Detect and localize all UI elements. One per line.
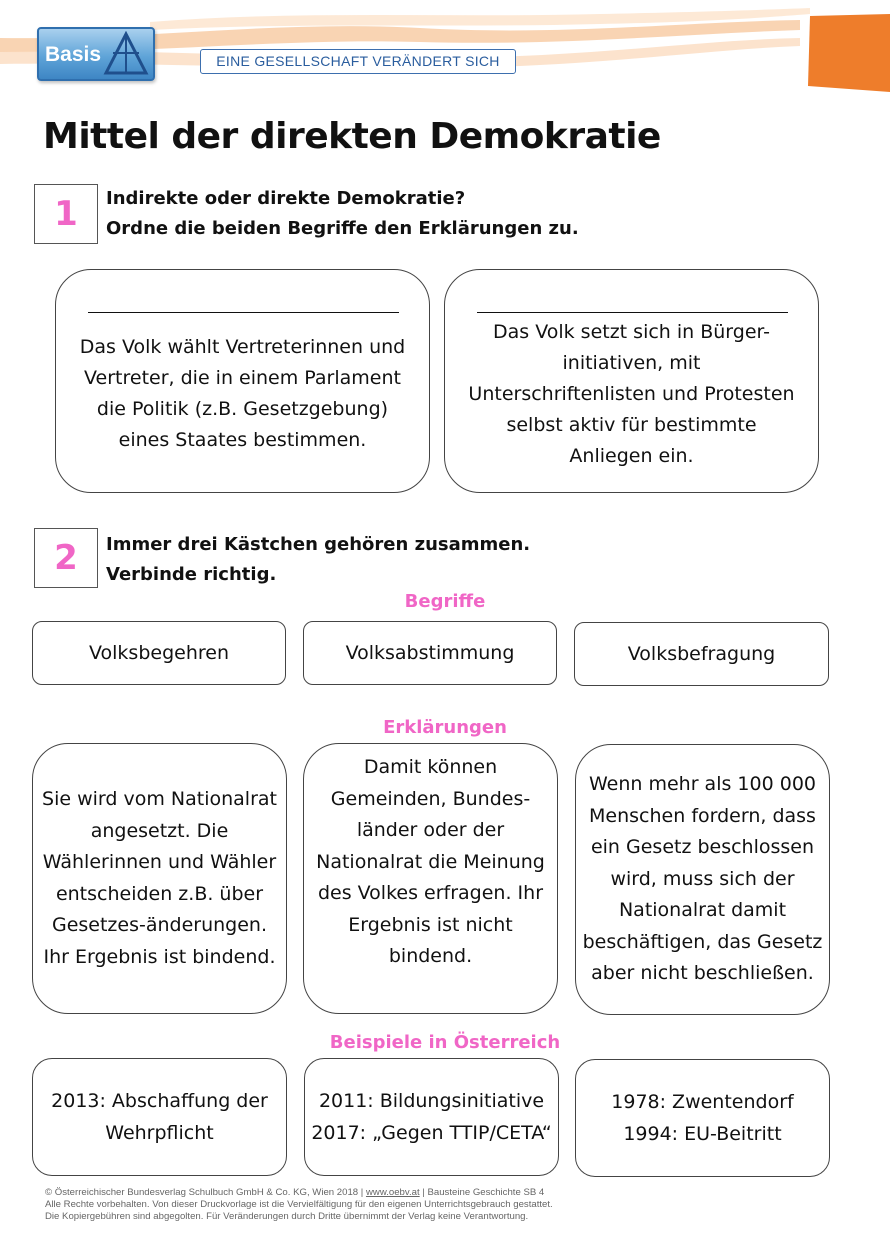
task-number-1: 1 [34,184,98,244]
page-title: Mittel der direkten Demokratie [43,116,661,157]
explanation-text: Wenn mehr als 100 000 Menschen fordern, dass ein Gesetz beschlossen wird, muss sich der Nationalrat damit beschäftigen, das Gesetz aber nicht beschließen. [582,773,823,985]
explanation-text: Sie wird vom Nationalrat angesetzt. Die Wählerinnen und Wähler entscheiden z.B. über Gesetzes-änderungen. Ihr Ergebnis ist bindend. [42,788,277,968]
explanations-label: Erklärungen [383,717,507,738]
publisher-link[interactable]: www.oebv.at [365,1187,420,1198]
example-text [311,1085,551,1149]
triangle-logo-icon [103,31,149,77]
terms-label: Begriffe [404,591,486,612]
example-line: Wehrpflicht [105,1122,214,1144]
example-line: 2017: „Gegen TTIP/CETA“ [311,1122,552,1144]
task1-card-indirect [55,269,430,493]
footer-line-2: Alle Rechte vorbehalten. Von dieser Druckvorlage ist die Vervielfältigung für den eigenen Unterrichtsgebrauch gestattet. [45,1199,553,1210]
term-text: Volksabstimmung [345,642,515,664]
example-line: 1978: Zwentendorf [611,1091,794,1113]
footer-book: | Bausteine Geschichte SB 4 [419,1187,545,1198]
task1-card-direct [444,269,819,493]
task2-line2: Verbinde richtig. [106,564,277,585]
example-line: 1994: EU-Beitritt [623,1123,782,1145]
task1-line1: Indirekte oder direkte Demokratie? [106,188,466,209]
term-volksbefragung[interactable] [574,622,829,686]
basis-logo [37,27,155,81]
footer-line-1 [45,1187,553,1199]
term-volksbegehren[interactable] [32,621,286,685]
example-line: 2011: Bildungsinitiative [318,1090,545,1112]
example-line: 2013: Abschaffung der [51,1090,268,1112]
task1-card-text: Das Volk wählt Vertreterinnen und Vertreter, die in einem Parlament die Politik (z.B. Gesetzgebung) eines Staates bestimmen. [79,336,406,451]
explanation-card-1[interactable] [32,743,287,1014]
example-card-3[interactable] [575,1059,830,1177]
task1-line2: Ordne die beiden Begriffe den Erklärungen zu. [106,218,579,239]
task-number-2: 2 [34,528,98,588]
footer-line-3: Die Kopiergebühren sind abgegolten. Für Veränderungen durch Dritte übernimmt der Verlag keine Verantwortung. [45,1211,529,1222]
term-text: Volksbefragung [627,643,776,665]
series-label: EINE GESELLSCHAFT VERÄNDERT SICH [200,49,516,74]
task1-card-text: Das Volk setzt sich in Bürger-initiativen, mit Unterschriftenlisten und Protesten selbst aktiv für bestimmte Anliegen ein. [468,320,795,467]
task2-line1: Immer drei Kästchen gehören zusammen. [106,534,531,555]
answer-line[interactable] [88,312,399,313]
term-volksabstimmung[interactable] [303,621,557,685]
term-text: Volksbegehren [89,642,229,664]
example-text [611,1086,793,1150]
task1-instructions [106,184,579,244]
answer-line[interactable] [477,312,788,313]
footer [45,1187,553,1223]
explanation-card-3[interactable] [575,744,830,1015]
orange-corner-block [808,14,890,92]
logo-text: Basis [45,43,102,66]
explanation-card-2[interactable] [303,743,558,1014]
examples-label: Beispiele in Österreich [329,1032,561,1053]
example-card-1[interactable] [32,1058,287,1176]
example-text [51,1085,268,1149]
example-card-2[interactable] [304,1058,559,1176]
explanation-text: Damit können Gemeinden, Bundes-länder oder der Nationalrat die Meinung des Volkes erfragen. Ihr Ergebnis ist nicht bindend. [316,756,545,968]
footer-copyright: © Österreichischer Bundesverlag Schulbuch GmbH & Co. KG, Wien 2018 | [45,1187,366,1198]
task2-instructions [106,530,530,590]
